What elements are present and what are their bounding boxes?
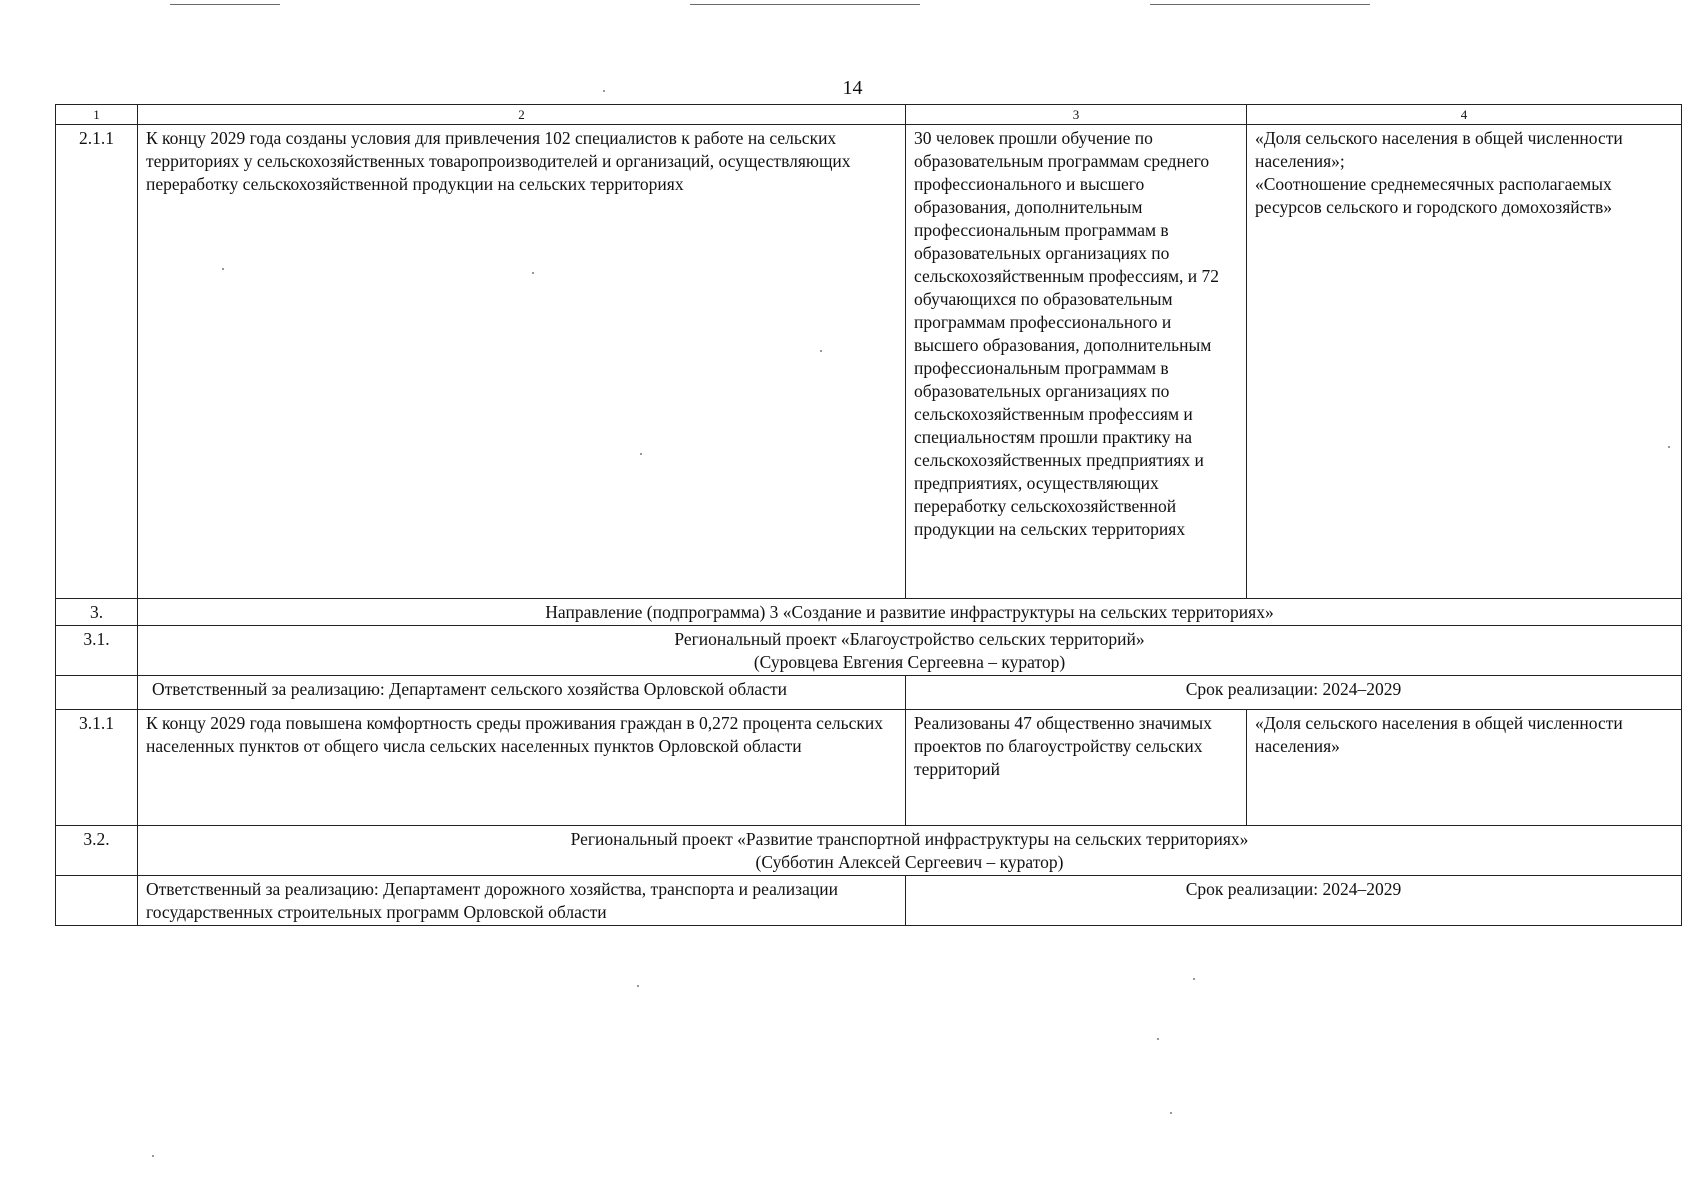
term-cell: Срок реализации: 2024–2029 [906, 676, 1682, 710]
responsible-cell: Ответственный за реализацию: Департамент сельского хозяйства Орловской области [138, 676, 906, 710]
project-title-cell [138, 626, 1682, 676]
column-header-1: 1 [56, 105, 138, 125]
project-title: Региональный проект «Благоустройство сельских территорий» [674, 629, 1145, 649]
project-curator: (Субботин Алексей Сергеевич – куратор) [755, 852, 1064, 872]
table-row-3-2-responsible [56, 876, 1682, 926]
scan-speck [1170, 1112, 1172, 1114]
indicator-cell: «Доля сельского населения в общей численности населения» [1247, 710, 1682, 826]
table-row-3-2 [56, 826, 1682, 876]
scan-speck [1157, 1038, 1159, 1040]
column-header-3: 3 [906, 105, 1247, 125]
direction-title: Направление (подпрограмма) 3 «Создание и развитие инфраструктуры на сельских территориях» [138, 599, 1682, 626]
page-number: 14 [842, 77, 863, 99]
task-characteristic-cell: 30 человек прошли обучение по образовательным программам среднего профессионального и высшего образования, дополнительным профессиональным программам в образовательных организациях по сельскохозяйственным профессиям, и 72 обучающихся по образовательным программам профессионального и высшего образования, дополнительным профессиональным программам в образовательных организациях по сельскохозяйственным профессиям и специальностям прошли практику на сельскохозяйственных предприятиях и предприятиях, осуществляющих переработку сельскохозяйственной продукции на сельских территориях [906, 125, 1247, 599]
row-number: 3. [56, 599, 138, 626]
row-number: 2.1.1 [56, 125, 138, 599]
project-title-cell [138, 826, 1682, 876]
indicator-item: «Доля сельского населения в общей численности населения»; [1255, 128, 1623, 171]
scan-speck [1193, 978, 1195, 980]
table-row-3-1 [56, 626, 1682, 676]
indicator-item: «Соотношение среднемесячных располагаемых ресурсов сельского и городского домохозяйств» [1255, 174, 1613, 217]
task-characteristic-cell: Реализованы 47 общественно значимых проектов по благоустройству сельских территорий [906, 710, 1247, 826]
task-result-cell: К концу 2029 года повышена комфортность среды проживания граждан в 0,272 процента сельских населенных пунктов от общего числа сельских населенных пунктов Орловской области [138, 710, 906, 826]
column-header-4: 4 [1247, 105, 1682, 125]
indicator-cell [1247, 125, 1682, 599]
empty-number-cell [56, 676, 138, 710]
responsible-cell: Ответственный за реализацию: Департамент дорожного хозяйства, транспорта и реализации государственных строительных программ Орловской области [138, 876, 906, 926]
row-number: 3.1.1 [56, 710, 138, 826]
scan-speck [152, 1155, 154, 1157]
term-cell: Срок реализации: 2024–2029 [906, 876, 1682, 926]
task-result-cell: К концу 2029 года созданы условия для привлечения 102 специалистов к работе на сельских территориях у сельскохозяйственных товаропроизводителей и организаций, осуществляющих переработку сельскохозяйственной продукции на сельских территориях [138, 125, 906, 599]
plan-table [55, 104, 1682, 926]
scan-speck [637, 985, 639, 987]
row-number: 3.1. [56, 626, 138, 676]
project-curator: (Суровцева Евгения Сергеевна – куратор) [753, 652, 1066, 672]
row-number: 3.2. [56, 826, 138, 876]
scan-artifact-line [690, 4, 920, 5]
column-number-header [56, 105, 1682, 125]
empty-number-cell [56, 876, 138, 926]
table-row-2-1-1 [56, 125, 1682, 599]
table-row-3-1-1 [56, 710, 1682, 826]
table-row-3 [56, 599, 1682, 626]
table-row-3-1-responsible [56, 676, 1682, 710]
scan-artifact-line [1150, 4, 1370, 5]
column-header-2: 2 [138, 105, 906, 125]
scan-artifact-line [170, 4, 280, 5]
project-title: Региональный проект «Развитие транспортной инфраструктуры на сельских территориях» [570, 829, 1249, 849]
